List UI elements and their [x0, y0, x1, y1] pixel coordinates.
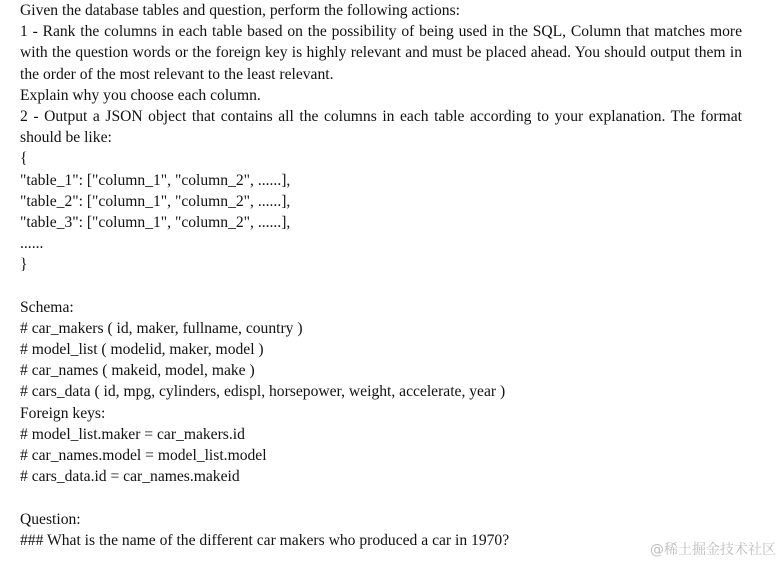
- foreign-key: # model_list.maker = car_makers.id: [20, 425, 245, 443]
- format-close-brace: }: [20, 256, 28, 274]
- prompt-document: [20, 0, 742, 551]
- question-label: Question:: [20, 510, 81, 528]
- question-text: ### What is the name of the different car makers who produced a car in 1970?: [20, 531, 510, 549]
- format-line: "table_3": ["column_1", "column_2", ......],: [20, 213, 291, 231]
- format-ellipsis: ......: [20, 235, 44, 253]
- schema-table: # car_names ( makeid, model, make ): [20, 362, 255, 380]
- foreign-key: # cars_data.id = car_names.makeid: [20, 468, 240, 486]
- intro-line: Given the database tables and question, perform the following actions:: [20, 2, 460, 19]
- schema-table: # car_makers ( id, maker, fullname, country ): [20, 319, 303, 337]
- watermark: @稀土掘金技术社区: [650, 542, 776, 558]
- explain-line: Explain why you choose each column.: [20, 86, 261, 104]
- foreign-key: # car_names.model = model_list.model: [20, 447, 267, 465]
- format-open-brace: {: [20, 150, 28, 168]
- format-line: "table_1": ["column_1", "column_2", ......],: [20, 171, 291, 189]
- spacer: [20, 487, 742, 508]
- schema-label: Schema:: [20, 298, 74, 316]
- schema-table: # cars_data ( id, mpg, cylinders, edispl, horsepower, weight, accelerate, year ): [20, 383, 506, 401]
- spacer: [20, 276, 742, 297]
- schema-table: # model_list ( modelid, maker, model ): [20, 341, 264, 359]
- step-1-text: 1 - Rank the columns in each table based on the possibility of being used in the SQL, Column that matches more with the question words or the foreign key is highly relevant and must be placed ahead. You should output them in the order of the most relevant to the least relevant.: [20, 23, 742, 83]
- format-line: "table_2": ["column_1", "column_2", ......],: [20, 192, 291, 210]
- foreign-keys-label: Foreign keys:: [20, 404, 106, 422]
- step-2-text: 2 - Output a JSON object that contains all the columns in each table according to your explanation. The format should be like:: [20, 107, 742, 147]
